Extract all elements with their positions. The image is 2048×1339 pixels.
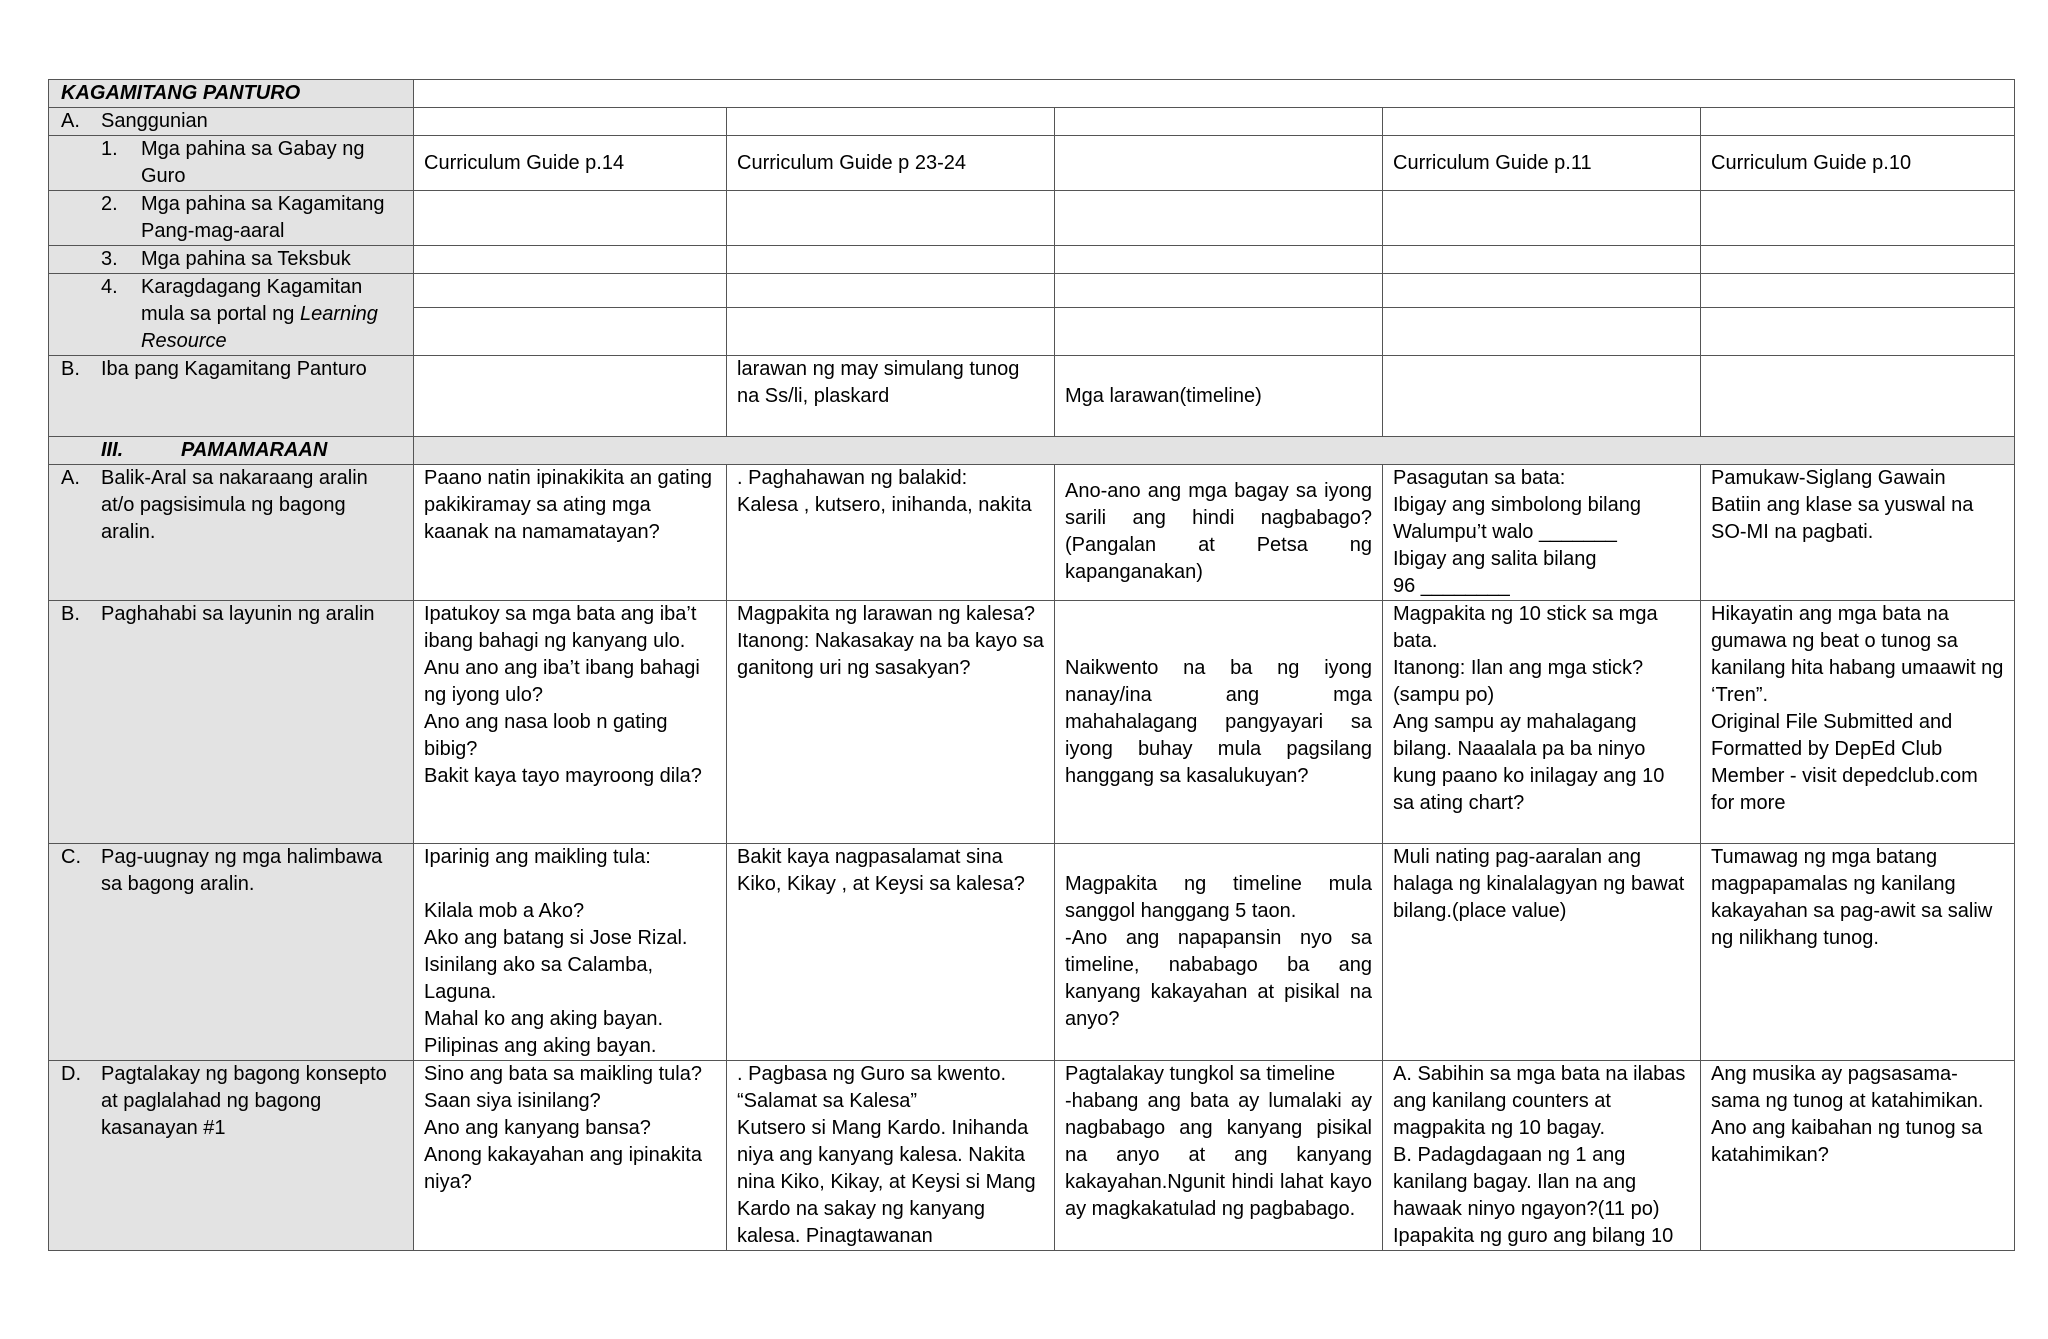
gabay-cell: Curriculum Guide p.10 (1701, 136, 2015, 191)
gabay-row (49, 136, 2015, 191)
step-row-c (49, 844, 2015, 1061)
section-title: PAMAMARAAN (181, 439, 328, 461)
step-cell: Bakit kaya nagpasalamat sina Kiko, Kikay , at Keysi sa kalesa? (727, 844, 1055, 1061)
step-cell: Pagtalakay tungkol sa timeline -habang ang bata ay lumalaki ay nagbabago ang kanyang pisikal na anyo at ang kanyang kakayahan.Ngunit hindi lahat kayo ay magkakatulad ng pagbabago. (1055, 1061, 1383, 1251)
gabay-cell (1055, 136, 1383, 191)
step-cell: Pamukaw-Siglang Gawain Batiin ang klase sa yuswal na SO-MI na pagbati. (1701, 465, 2015, 601)
iba-pang-cell (1701, 356, 2015, 437)
step-cell: Ano-ano ang mga bagay sa iyong sarili ang hindi nagbabago? (Pangalan at Petsa ng kapanganakan) (1055, 465, 1383, 601)
row-label: Mga pahina sa Gabay ng Guro (141, 138, 365, 187)
row-letter: B. (61, 358, 80, 380)
gabay-cell: Curriculum Guide p.11 (1383, 136, 1701, 191)
row-number: 4. (101, 276, 118, 298)
row-label: Pagtalakay ng bagong konsepto at paglalahad ng bagong kasanayan #1 (101, 1063, 387, 1139)
step-cell: Hikayatin ang mga bata na gumawa ng beat o tunog sa kanilang hita habang umaawit ng ‘Tren”. Original File Submitted and Formatted by DepEd Club Member - visit depedclub.com for more (1701, 601, 2015, 844)
step-cell: A. Sabihin sa mga bata na ilabas ang kanilang counters at magpakita ng 10 bagay. B. Padagdagaan ng 1 ang kanilang bagay. Ilan na ang hawaak ninyo ngayon?(11 po) Ipapakita ng guro ang bilang 10 (1383, 1061, 1701, 1251)
step-cell: Naikwento na ba ng iyong nanay/ina ang mga mahahalagang pangyayari sa iyong buhay mula pagsilang hanggang sa kasalukuyan? (1055, 601, 1383, 844)
step-cell: Tumawag ng mga batang magpapamalas ng kanilang kakayahan sa pag-awit sa saliw ng nilikhang tunog. (1701, 844, 2015, 1061)
row-label: Balik-Aral sa nakaraang aralin at/o pagsisimula ng bagong aralin. (101, 467, 368, 543)
step-row-b (49, 601, 2015, 844)
row-label: Sanggunian (101, 110, 208, 132)
step-cell: . Pagbasa ng Guro sa kwento. “Salamat sa Kalesa” Kutsero si Mang Kardo. Inihanda niya ang kanyang kalesa. Nakita nina Kiko, Kikay, at Keysi si Mang Kardo na sakay ng kanyang kalesa. Pinagtawanan (727, 1061, 1055, 1251)
lesson-plan-table (48, 79, 2015, 1251)
step-cell: Magpakita ng larawan ng kalesa? Itanong: Nakasakay na ba kayo sa ganitong uri ng sasakyan? (727, 601, 1055, 844)
iba-pang-cell (414, 356, 727, 437)
step-row-a (49, 465, 2015, 601)
step-cell: Paano natin ipinakikita an gating pakikiramay sa ating mga kaanak na namamatayan? (414, 465, 727, 601)
step-cell: Magpakita ng 10 stick sa mga bata. Itanong: Ilan ang mga stick?(sampu po) Ang sampu ay mahalagang bilang. Naaalala pa ba ninyo kung paano ko inilagay ang 10 sa ating chart? (1383, 601, 1701, 844)
step-row-d (49, 1061, 2015, 1251)
row-label: Iba pang Kagamitang Panturo (101, 358, 367, 380)
empty-cell (414, 80, 2015, 108)
row-number: 2. (101, 193, 118, 215)
row-label: Mga pahina sa Kagamitang Pang-mag-aaral (141, 193, 385, 242)
section-numeral: III. (101, 439, 124, 461)
step-cell: Muli nating pag-aaralan ang halaga ng kinalalagyan ng bawat bilang.(place value) (1383, 844, 1701, 1061)
step-cell: Pasagutan sa bata: Ibigay ang simbolong bilang Walumpu’t walo _______ Ibigay ang salita bilang 96 ________ (1383, 465, 1701, 601)
kagamitan-header: KAGAMITANG PANTURO (49, 80, 414, 108)
iba-pang-cell (1383, 356, 1701, 437)
row-number: 1. (101, 138, 118, 160)
gabay-cell: Curriculum Guide p.14 (414, 136, 727, 191)
step-cell: Sino ang bata sa maikling tula? Saan siya isinilang? Ano ang kanyang bansa? Anong kakayahan ang ipinakita niya? (414, 1061, 727, 1251)
gabay-cell: Curriculum Guide p 23-24 (727, 136, 1055, 191)
pamamaraan-header-row (49, 437, 2015, 465)
step-cell: Magpakita ng timeline mula sanggol hanggang 5 taon. -Ano ang napapansin nyo sa timeline, nababago ba ang kanyang kakayahan at pisikal na anyo? (1055, 844, 1383, 1061)
karagdagan-row (49, 274, 2015, 308)
iba-pang-cell: larawan ng may simulang tunog na Ss/li, plaskard (727, 356, 1055, 437)
kagamitang-mag-aaral-row (49, 191, 2015, 246)
iba-pang-row (49, 356, 2015, 437)
row-label: Pag-uugnay ng mga halimbawa sa bagong aralin. (101, 846, 383, 895)
step-cell: . Paghahawan ng balakid: Kalesa , kutsero, inihanda, nakita (727, 465, 1055, 601)
step-cell: Ang musika ay pagsasama-sama ng tunog at katahimikan. Ano ang kaibahan ng tunog sa katahimikan? (1701, 1061, 2015, 1251)
iba-pang-cell: Mga larawan(timeline) (1055, 356, 1383, 437)
row-label: Paghahabi sa layunin ng aralin (101, 603, 375, 625)
row-letter: A. (61, 467, 80, 489)
row-label: Karagdagang Kagamitan mula sa portal ng Learning Resource (141, 276, 378, 352)
row-label: Mga pahina sa Teksbuk (141, 248, 351, 270)
row-letter: C. (61, 846, 81, 868)
row-number: 3. (101, 248, 118, 270)
sanggunian-row (49, 108, 2015, 136)
row-letter: D. (61, 1063, 81, 1085)
row-letter: A. (61, 110, 80, 132)
kagamitan-header-row (49, 80, 2015, 108)
step-cell: Ipatukoy sa mga bata ang iba’t ibang bahagi ng kanyang ulo. Anu ano ang iba’t ibang bahagi ng iyong ulo? Ano ang nasa loob n gating bibig? Bakit kaya tayo mayroong dila? (414, 601, 727, 844)
teksbuk-row (49, 246, 2015, 274)
step-cell: Iparinig ang maikling tula: Kilala mob a Ako? Ako ang batang si Jose Rizal. Isinilang ako sa Calamba, Laguna. Mahal ko ang aking bayan. Pilipinas ang aking bayan. (414, 844, 727, 1061)
row-letter: B. (61, 603, 80, 625)
